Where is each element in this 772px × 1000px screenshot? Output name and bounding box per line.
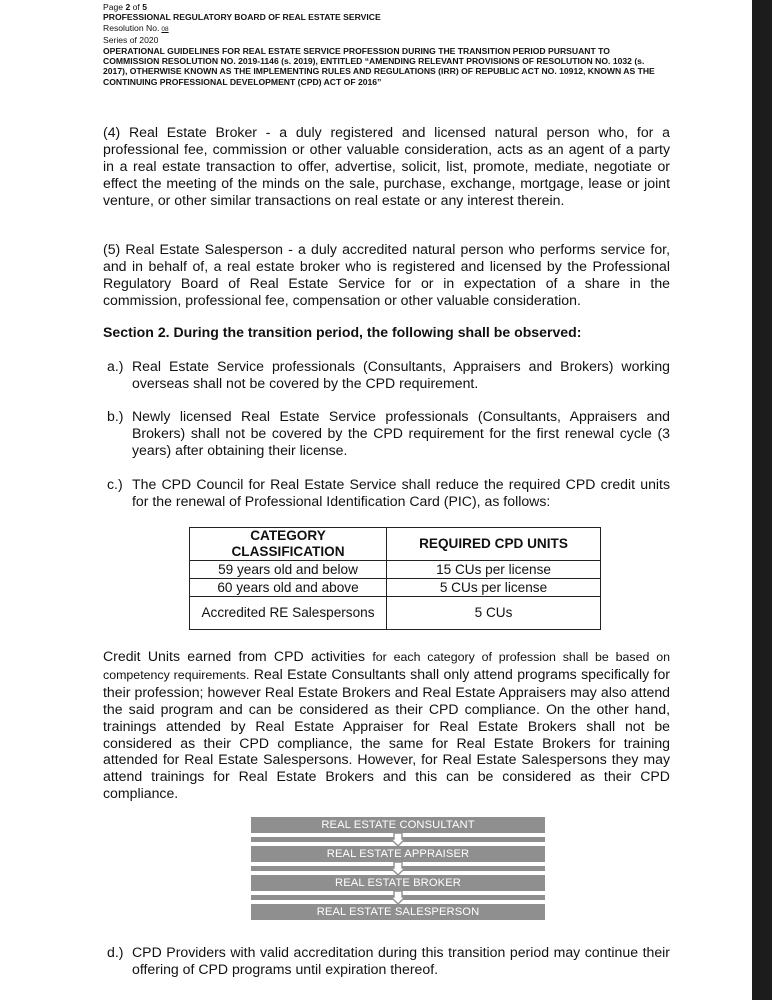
table-header-cell: CATEGORY CLASSIFICATION: [190, 528, 387, 561]
flow-arrow: [251, 833, 545, 846]
list-item: [107, 476, 670, 510]
list-marker: a.): [107, 358, 124, 374]
flow-arrow: [251, 862, 545, 875]
flow-arrow: [251, 891, 545, 904]
broker-definition: (4) Real Estate Broker - a duly registered and licensed natural person who, for a professional fee, commission or other valuable consideration, acts as an agent of a party in a real estate transaction to offer, advertise, solicit, list, promote, mediate, negotiate or effect the meeting of the minds on the sale, purchase, exchange, mortgage, lease or joint venture, or other similar transactions on real estate or any interest therein.: [103, 124, 670, 208]
document-title: OPERATIONAL GUIDELINES FOR REAL ESTATE SERVICE PROFESSION DURING THE TRANSITION PERIOD PURSUANT TO COMMISSION RESOLUTION NO. 2019-1146 (s. 2019), ENTITLED “AMENDING RELEVANT PROVISIONS OF RESOLUTION NO. 1032 (s. 2017), OTHERWISE KNOWN AS THE IMPLEMENTING RULES AND REGULATIONS (IRR) OF REPUBLIC ACT NO. 10912, KNOWN AS THE CONTINUING PROFESSIONAL DEVELOPMENT (CPD) ACT OF 2016”: [103, 45, 655, 87]
section-2-title: Section 2. During the transition period, the following shall be observed:: [103, 324, 582, 340]
list-marker: d.): [107, 944, 124, 960]
table-row: [190, 561, 601, 579]
table-cell: 15 CUs per license: [387, 561, 601, 579]
table-cell: Accredited RE Salespersons: [190, 597, 387, 630]
flow-box-consultant: REAL ESTATE CONSULTANT: [251, 817, 545, 833]
board-name: PROFESSIONAL REGULATORY BOARD OF REAL ESTATE SERVICE: [103, 12, 381, 23]
salesperson-definition: (5) Real Estate Salesperson - a duly accredited natural person who performs service for, and in behalf of, a real estate broker who is registered and licensed by the Professional Regulatory Board of Real Estate Service for or in expectation of a share in the commission, professional fee, compensation or other valuable consideration.: [103, 241, 670, 308]
list-item: [107, 408, 670, 459]
table-header-row: [190, 528, 601, 561]
table-row: [190, 579, 601, 597]
down-arrow-icon: [391, 833, 405, 846]
list-item: [107, 358, 670, 392]
table-cell: 5 CUs: [387, 597, 601, 630]
page-number: Page 2 of 5: [103, 2, 147, 12]
list-item-text: Newly licensed Real Estate Service professionals (Consultants, Appraisers and Brokers) shall not be covered by the CPD requirement for the first renewal cycle (3 years) after obtaining their license.: [132, 408, 670, 458]
series: Series of 2020: [103, 35, 159, 46]
list-item: [107, 944, 670, 978]
table-header-cell: REQUIRED CPD UNITS: [387, 528, 601, 561]
table-cell: 5 CUs per license: [387, 579, 601, 597]
flow-box-broker: REAL ESTATE BROKER: [251, 875, 545, 891]
list-marker: c.): [107, 476, 123, 492]
list-item-text: Real Estate Service professionals (Consultants, Appraisers and Brokers) working overseas shall not be covered by the CPD requirement.: [132, 358, 670, 391]
cpd-units-table: [189, 527, 601, 630]
page-header: [103, 2, 663, 87]
cpd-flow-diagram: [251, 817, 545, 920]
list-item-text: CPD Providers with valid accreditation during this transition period may continue their offering of CPD programs until expiration thereof.: [132, 944, 670, 977]
resolution-number: Resolution No. 08: [103, 22, 169, 33]
down-arrow-icon: [391, 891, 405, 904]
down-arrow-icon: [391, 862, 405, 875]
flow-box-salesperson: REAL ESTATE SALESPERSON: [251, 904, 545, 920]
table-cell: 59 years old and below: [190, 561, 387, 579]
table-cell: 60 years old and above: [190, 579, 387, 597]
list-marker: b.): [107, 408, 124, 424]
credit-units-paragraph: Credit Units earned from CPD activities for each category of profession shall be based on competency requirements. Real Estate Consultants shall only attend programs specifically for their profession; however Real Estate Brokers and Real Estate Appraisers may also attend the said program and can be considered as their CPD compliance. On the other hand, trainings attended by Real Estate Appraiser for Real Estate Brokers shall not be considered as their CPD compliance, the same for Real Estate Brokers for training attended for Real Estate Salespersons. However, for Real Estate Salespersons they may attend trainings for Real Estate Brokers and this can be considered as their CPD compliance.: [103, 648, 670, 802]
table-row: [190, 597, 601, 630]
flow-box-appraiser: REAL ESTATE APPRAISER: [251, 846, 545, 862]
list-item-text: The CPD Council for Real Estate Service shall reduce the required CPD credit units for the renewal of Professional Identification Card (PIC), as follows:: [132, 476, 670, 509]
